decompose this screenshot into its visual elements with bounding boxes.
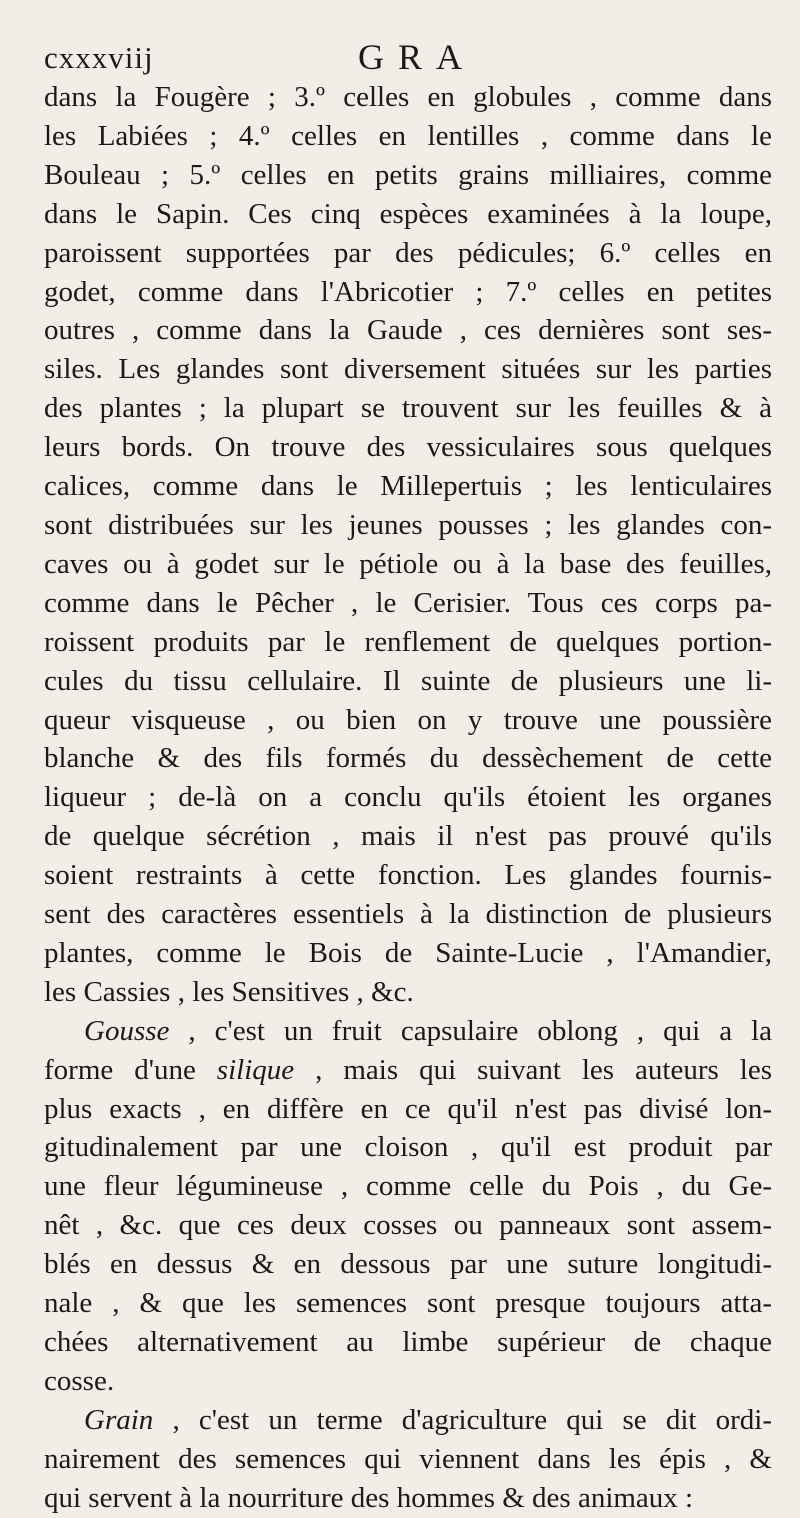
text-line: sont distribuées sur les jeunes pousses ; les glandes con- [44,508,772,541]
text-line: qui servent à la nourriture des hommes & des animaux : [44,1481,694,1514]
text-line: nairement des semences qui viennent dans les épis , & [44,1442,772,1475]
text-line: cosse. [44,1364,115,1397]
page-body [44,78,772,1518]
text-line: liqueur ; de-là on a conclu qu'ils étoient les organes [44,781,772,814]
text-line: dans la Fougère ; 3.º celles en globules , comme dans [44,81,772,113]
entry-first-line-text: , c'est un terme d'agriculture qui se dit ordi- [153,1403,772,1436]
running-head: GRA [358,37,477,77]
text-line [44,1051,772,1090]
text-line: dans le Sapin. Ces cinq espèces examinées à la loupe, [44,197,772,230]
text-line: outres , comme dans la Gaude , ces dernières sont ses- [44,314,772,347]
text-line: des plantes ; la plupart se trouvent sur les feuilles & à [44,392,772,425]
paragraph-first-line [44,1012,772,1051]
text-line: de quelque sécrétion , mais il n'est pas prouvé qu'ils [44,820,772,853]
text-line: chées alternativement au limbe supérieur de chaque [44,1326,772,1358]
text-line: blés en dessus & en dessous par une suture longitudi- [44,1248,772,1281]
text-line: plus exacts , en diffère en ce qu'il n'est pas divisé lon- [44,1092,772,1125]
text-line: gitudinalement par une cloison , qu'il est produit par [44,1131,772,1164]
line-text: forme d'une [44,1053,217,1086]
text-line: blanche & des fils formés du dessèchement de cette [44,742,772,775]
entry-first-line-text: , c'est un fruit capsulaire oblong , qui a la [169,1014,772,1047]
text-line: Bouleau ; 5.º celles en petits grains milliaires, comme [44,158,772,191]
paragraph-gousse [44,1012,772,1401]
text-line: comme dans le Pêcher , le Cerisier. Tous ces corps pa- [44,586,772,619]
paragraph-first-line [44,1401,772,1440]
text-line: les Cassies , les Sensitives , &c. [44,975,414,1008]
line-text: , mais qui suivant les auteurs les [294,1053,772,1086]
entry-term: Grain [84,1403,154,1436]
text-line: nale , & que les semences sont presque toujours atta- [44,1287,772,1320]
text-line: une fleur légumineuse , comme celle du Pois , du Ge- [44,1170,772,1203]
text-line: roissent produits par le renflement de quelques portion- [44,625,772,658]
paragraph-glandes-continued [44,78,772,1012]
text-line: caves ou à godet sur le pétiole ou à la base des feuilles, [44,547,772,580]
text-line: nêt , &c. que ces deux cosses ou panneaux sont assem- [44,1209,772,1242]
entry-term: Gousse [84,1014,170,1047]
text-line: queur visqueuse , ou bien on y trouve une poussière [44,703,772,736]
text-line: cules du tissu cellulaire. Il suinte de plusieurs une li- [44,664,772,697]
text-line: soient restraints à cette fonction. Les glandes fournis- [44,859,772,892]
text-line: les Labiées ; 4.º celles en lentilles , comme dans le [44,119,772,152]
page-number: cxxxviij [44,40,154,75]
text-line: sent des caractères essentiels à la distinction de plusieurs [44,898,772,931]
text-line: paroissent supportées par des pédicules; 6.º celles en [44,236,772,269]
italic-term: silique [216,1053,295,1086]
paragraph-grain [44,1401,772,1518]
page-header [44,26,772,78]
text-line: plantes, comme le Bois de Sainte-Lucie , l'Amandier, [44,936,772,969]
text-line: calices, comme dans le Millepertuis ; les lenticulaires [44,470,772,503]
text-line: leurs bords. On trouve des vessiculaires sous quelques [44,431,772,464]
text-line: siles. Les glandes sont diversement situées sur les parties [44,353,772,386]
text-line: godet, comme dans l'Abricotier ; 7.º celles en petites [44,275,772,308]
